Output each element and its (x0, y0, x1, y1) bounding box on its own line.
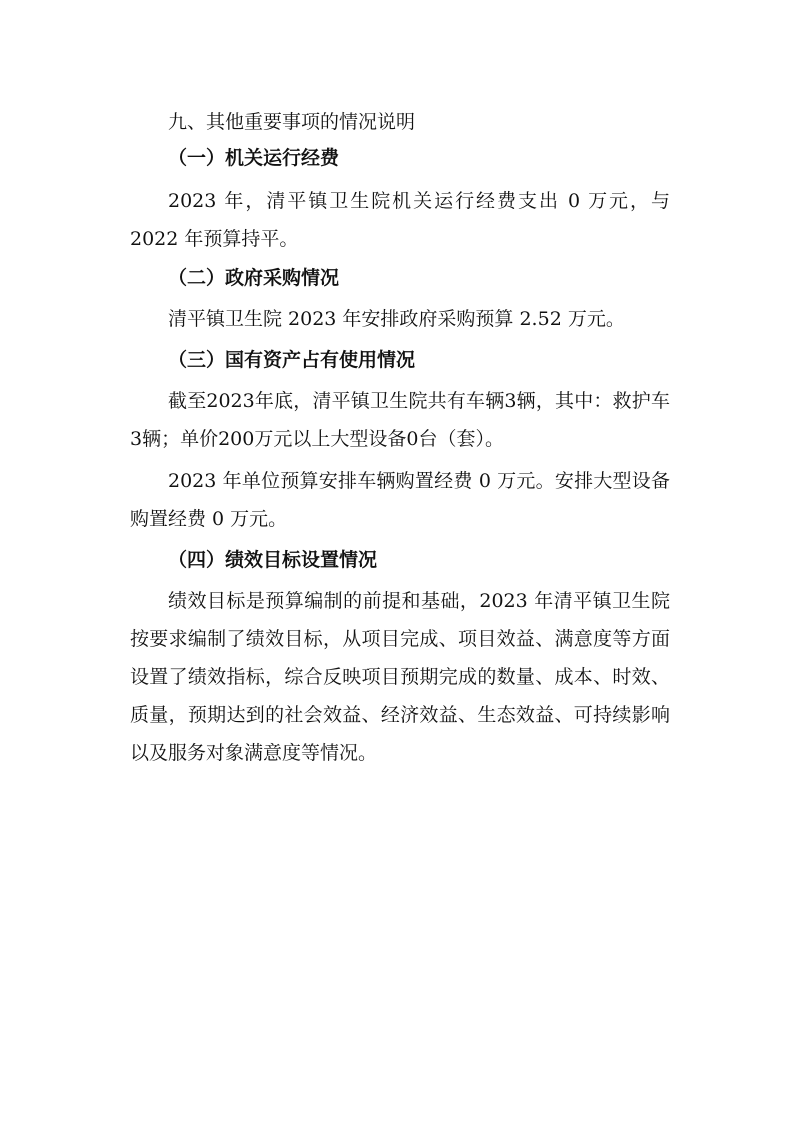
section-4-paragraph-1: 绩效目标是预算编制的前提和基础，2023 年清平镇卫生院按要求编制了绩效目标，从项目完成、项目效益、满意度等方面设置了绩效指标，综合反映项目预期完成的数量、成本、时效、质量，预期达到的社会效益、经济效益、生态效益、可持续影响以及服务对象满意度等情况。 (130, 590, 670, 764)
section-1-paragraph-1: 2023 年，清平镇卫生院机关运行经费支出 0 万元，与 2022 年预算持平。 (130, 190, 670, 250)
section-heading-3: （三）国有资产占有使用情况 (168, 349, 416, 371)
section-2-paragraph-1: 清平镇卫生院 2023 年安排政府采购预算 2.52 万元。 (168, 308, 625, 330)
section-heading-2: （二）政府采购情况 (168, 267, 340, 289)
section-heading-4: （四）绩效目标设置情况 (168, 549, 378, 571)
section-3-paragraph-2: 2023 年单位预算安排车辆购置经费 0 万元。安排大型设备购置经费 0 万元。 (130, 470, 670, 530)
document-body (130, 104, 670, 772)
section-3-paragraph-1: 截至2023年底，清平镇卫生院共有车辆3辆，其中：救护车3辆；单价200万元以上大型设备0台（套）。 (130, 390, 670, 450)
section-heading-1: （一）机关运行经费 (168, 147, 340, 169)
main-heading: 九、其他重要事项的情况说明 (168, 111, 416, 133)
